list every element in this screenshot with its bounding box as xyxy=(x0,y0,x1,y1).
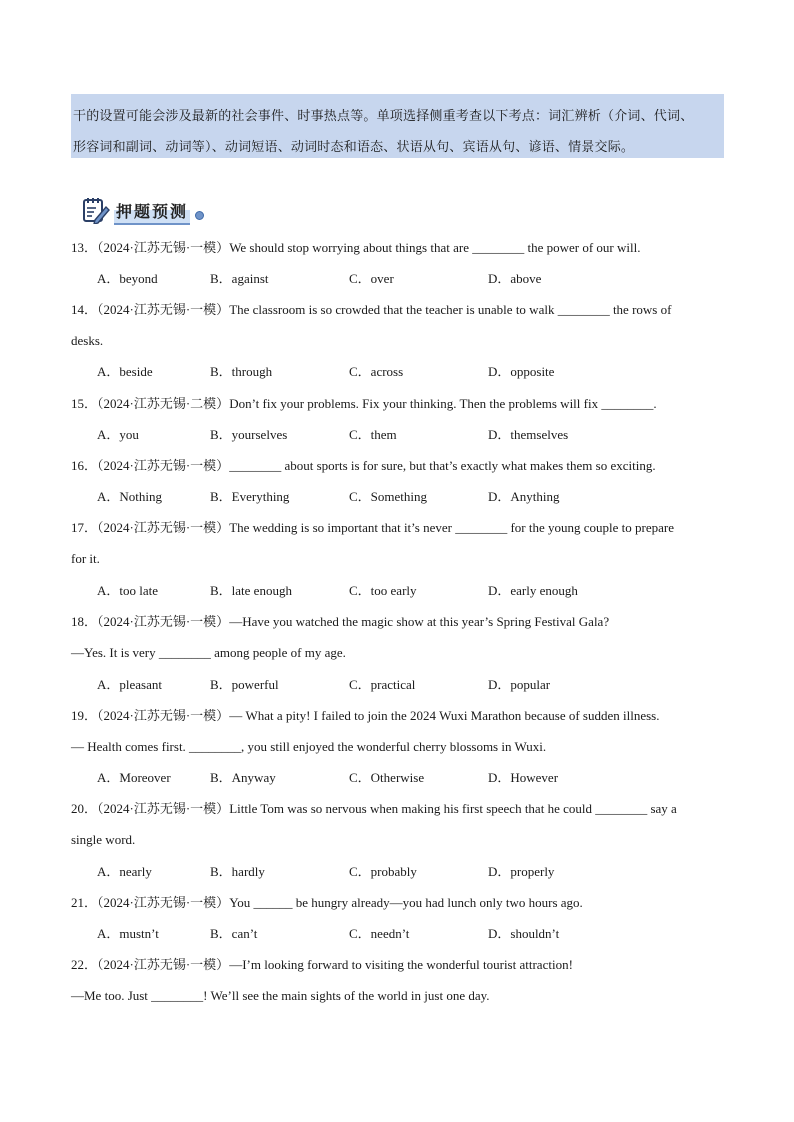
question-number: 20． xyxy=(71,801,98,816)
option-a: A．you xyxy=(97,427,139,442)
question-text: The wedding is so important that it’s never ________ for the young couple to prepare xyxy=(229,520,674,535)
question-source: （2024·江苏无锡·一模） xyxy=(97,302,230,317)
question-number: 18． xyxy=(71,614,98,629)
option-b: B．powerful xyxy=(210,677,279,692)
option-d: D．properly xyxy=(488,864,555,879)
option-c: C．too early xyxy=(349,583,417,598)
question-22 xyxy=(71,957,573,973)
question-number: 17． xyxy=(71,520,98,535)
option-c: C．them xyxy=(349,427,397,442)
intro-line-1: 干的设置可能会涉及最新的社会事件、时事热点等。单项选择侧重考查以下考点：词汇辨析（介词、代词、 xyxy=(73,108,694,123)
question-text: We should stop worrying about things that are ________ the power of our will. xyxy=(229,240,641,255)
option-c: C．Something xyxy=(349,489,428,504)
question-20 xyxy=(71,801,677,817)
option-a: A．nearly xyxy=(97,864,152,879)
question-17-continuation: for it. xyxy=(71,551,100,566)
question-13 xyxy=(71,240,640,256)
question-text: —I’m looking forward to visiting the wonderful tourist attraction! xyxy=(229,957,573,972)
option-d: D．popular xyxy=(488,677,551,692)
option-b: B．against xyxy=(210,271,269,286)
question-18 xyxy=(71,614,609,630)
intro-line-2: 形容词和副词、动词等）、动词短语、动词时态和语态、状语从句、宾语从句、谚语、情景交际。 xyxy=(73,139,635,154)
option-b: B．Everything xyxy=(210,489,290,504)
question-source: （2024·江苏无锡·一模） xyxy=(97,957,230,972)
option-a: A．beside xyxy=(97,364,153,379)
question-20-continuation: single word. xyxy=(71,832,136,847)
option-b: B．late enough xyxy=(210,583,292,598)
question-source: （2024·江苏无锡·一模） xyxy=(97,801,230,816)
question-15 xyxy=(71,396,657,412)
option-b: B．can’t xyxy=(210,926,258,941)
option-c: C．Otherwise xyxy=(349,770,425,785)
option-a: A．mustn’t xyxy=(97,926,159,941)
question-text: — What a pity! I failed to join the 2024 Wuxi Marathon because of sudden illness. xyxy=(229,708,660,723)
question-number: 16． xyxy=(71,458,98,473)
option-c: C．over xyxy=(349,271,394,286)
intro-box xyxy=(71,94,724,158)
option-c: C．needn’t xyxy=(349,926,410,941)
question-21 xyxy=(71,895,583,911)
question-text: Don’t fix your problems. Fix your thinking. Then the problems will fix ________. xyxy=(229,396,657,411)
question-source: （2024·江苏无锡·一模） xyxy=(97,708,230,723)
option-b: B．Anyway xyxy=(210,770,276,785)
option-a: A．pleasant xyxy=(97,677,162,692)
question-number: 15． xyxy=(71,396,98,411)
question-number: 19． xyxy=(71,708,98,723)
question-text: Little Tom was so nervous when making his first speech that he could ________ say a xyxy=(229,801,677,816)
question-14-continuation: desks. xyxy=(71,333,104,348)
option-a: A．Nothing xyxy=(97,489,163,504)
question-source: （2024·江苏无锡·一模） xyxy=(97,614,230,629)
option-d: D．opposite xyxy=(488,364,555,379)
question-text: You ______ be hungry already—you had lunch only two hours ago. xyxy=(229,895,583,910)
section-header xyxy=(81,197,204,227)
option-b: B．hardly xyxy=(210,864,265,879)
option-a: A．beyond xyxy=(97,271,158,286)
option-c: C．across xyxy=(349,364,404,379)
question-22-continuation: —Me too. Just ________! We’ll see the main sights of the world in just one day. xyxy=(71,988,490,1003)
question-number: 21． xyxy=(71,895,98,910)
question-18-continuation: —Yes. It is very ________ among people of my age. xyxy=(71,645,346,660)
option-d: D．themselves xyxy=(488,427,569,442)
question-17 xyxy=(71,520,674,536)
option-b: B．through xyxy=(210,364,273,379)
question-text: The classroom is so crowded that the teacher is unable to walk ________ the rows of xyxy=(229,302,672,317)
section-title: 押题预测 xyxy=(114,199,190,225)
option-a: A．too late xyxy=(97,583,159,598)
question-text: ________ about sports is for sure, but that’s exactly what makes them so exciting. xyxy=(229,458,656,473)
bullet-dot-icon xyxy=(195,211,204,220)
question-14 xyxy=(71,302,671,318)
option-b: B．yourselves xyxy=(210,427,288,442)
question-text: —Have you watched the magic show at this year’s Spring Festival Gala? xyxy=(229,614,610,629)
question-source: （2024·江苏无锡·一模） xyxy=(97,520,230,535)
option-d: D．However xyxy=(488,770,559,785)
option-c: C．probably xyxy=(349,864,417,879)
question-source: （2024·江苏无锡·一模） xyxy=(97,240,230,255)
question-19 xyxy=(71,708,660,724)
option-d: D．early enough xyxy=(488,583,578,598)
option-d: D．shouldn’t xyxy=(488,926,560,941)
notepad-pencil-icon xyxy=(81,196,111,229)
question-number: 14． xyxy=(71,302,98,317)
option-c: C．practical xyxy=(349,677,416,692)
question-source: （2024·江苏无锡·一模） xyxy=(97,458,230,473)
question-source: （2024·江苏无锡·一模） xyxy=(97,895,230,910)
question-number: 13． xyxy=(71,240,98,255)
option-a: A．Moreover xyxy=(97,770,171,785)
question-19-continuation: — Health comes first. ________, you still enjoyed the wonderful cherry blossoms in Wuxi. xyxy=(71,739,547,754)
question-source: （2024·江苏无锡·二模） xyxy=(97,396,230,411)
question-number: 22． xyxy=(71,957,98,972)
option-d: D．Anything xyxy=(488,489,560,504)
question-16 xyxy=(71,458,656,474)
option-d: D．above xyxy=(488,271,542,286)
